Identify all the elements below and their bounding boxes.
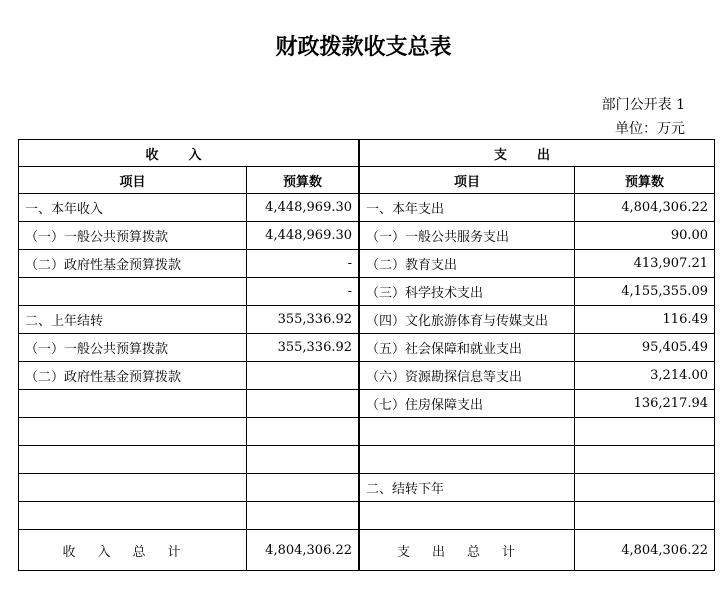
income-item: （一）一般公共预算拨款 bbox=[19, 222, 247, 250]
expense-item: （七）住房保障支出 bbox=[360, 390, 575, 418]
expense-value: 4,155,355.09 bbox=[575, 278, 715, 306]
expense-budget-header: 预算数 bbox=[575, 167, 715, 194]
expense-item bbox=[360, 418, 575, 446]
expense-item bbox=[360, 502, 575, 530]
income-value bbox=[247, 446, 359, 474]
income-item: 二、上年结转 bbox=[19, 306, 247, 334]
expense-item: 一、本年支出 bbox=[360, 194, 575, 222]
income-item: （二）政府性基金预算拨款 bbox=[19, 250, 247, 278]
table-row bbox=[19, 194, 715, 222]
income-value: - bbox=[247, 250, 359, 278]
table-row bbox=[19, 418, 715, 446]
income-budget-header: 预算数 bbox=[247, 167, 359, 194]
table-row bbox=[19, 362, 715, 390]
income-value bbox=[247, 502, 359, 530]
income-item: （一）一般公共预算拨款 bbox=[19, 334, 247, 362]
page-title: 财政拨款收支总表 bbox=[275, 35, 452, 60]
section-header-row bbox=[19, 140, 715, 167]
income-value: 4,448,969.30 bbox=[247, 222, 359, 250]
income-value bbox=[247, 362, 359, 390]
table-row bbox=[19, 502, 715, 530]
budget-table bbox=[18, 139, 715, 571]
unit-label: 单位：万元 bbox=[615, 121, 685, 137]
income-total-value: 4,804,306.22 bbox=[247, 530, 359, 571]
income-value bbox=[247, 474, 359, 502]
income-item bbox=[19, 390, 247, 418]
income-item bbox=[19, 446, 247, 474]
expense-value: 4,804,306.22 bbox=[575, 194, 715, 222]
expense-item: （二）教育支出 bbox=[360, 250, 575, 278]
income-item bbox=[19, 418, 247, 446]
expense-item: （四）文化旅游体育与传媒支出 bbox=[360, 306, 575, 334]
expense-item: 二、结转下年 bbox=[360, 474, 575, 502]
income-value: 355,336.92 bbox=[247, 306, 359, 334]
expense-value bbox=[575, 446, 715, 474]
income-section-header: 收入 bbox=[19, 140, 359, 167]
column-header-row bbox=[19, 167, 715, 194]
income-value: 355,336.92 bbox=[247, 334, 359, 362]
table-row bbox=[19, 390, 715, 418]
expense-value: 413,907.21 bbox=[575, 250, 715, 278]
table-number: 部门公开表 1 bbox=[601, 97, 685, 113]
expense-value: 136,217.94 bbox=[575, 390, 715, 418]
income-item bbox=[19, 474, 247, 502]
income-value: - bbox=[247, 278, 359, 306]
expense-value: 116.49 bbox=[575, 306, 715, 334]
expense-item: （一）一般公共服务支出 bbox=[360, 222, 575, 250]
expense-item bbox=[360, 446, 575, 474]
income-total-label: 收入总计 bbox=[19, 530, 247, 571]
total-row bbox=[19, 530, 715, 571]
table-row bbox=[19, 250, 715, 278]
expense-item: （六）资源勘探信息等支出 bbox=[360, 362, 575, 390]
income-item bbox=[19, 278, 247, 306]
expense-item-header: 项目 bbox=[360, 167, 575, 194]
expense-section-header: 支出 bbox=[360, 140, 715, 167]
table-row bbox=[19, 306, 715, 334]
expense-total-label: 支出总计 bbox=[360, 530, 575, 571]
income-item-header: 项目 bbox=[19, 167, 247, 194]
expense-value: 3,214.00 bbox=[575, 362, 715, 390]
table-row bbox=[19, 334, 715, 362]
expense-value: 90.00 bbox=[575, 222, 715, 250]
table-row bbox=[19, 222, 715, 250]
expense-value bbox=[575, 502, 715, 530]
expense-value: 95,405.49 bbox=[575, 334, 715, 362]
expense-total-value: 4,804,306.22 bbox=[575, 530, 715, 571]
expense-value bbox=[575, 418, 715, 446]
income-value bbox=[247, 418, 359, 446]
income-item: 一、本年收入 bbox=[19, 194, 247, 222]
income-value bbox=[247, 390, 359, 418]
income-item: （二）政府性基金预算拨款 bbox=[19, 362, 247, 390]
income-item bbox=[19, 502, 247, 530]
expense-value bbox=[575, 474, 715, 502]
income-value: 4,448,969.30 bbox=[247, 194, 359, 222]
expense-item: （三）科学技术支出 bbox=[360, 278, 575, 306]
table-row bbox=[19, 446, 715, 474]
expense-item: （五）社会保障和就业支出 bbox=[360, 334, 575, 362]
table-row bbox=[19, 474, 715, 502]
table-row bbox=[19, 278, 715, 306]
